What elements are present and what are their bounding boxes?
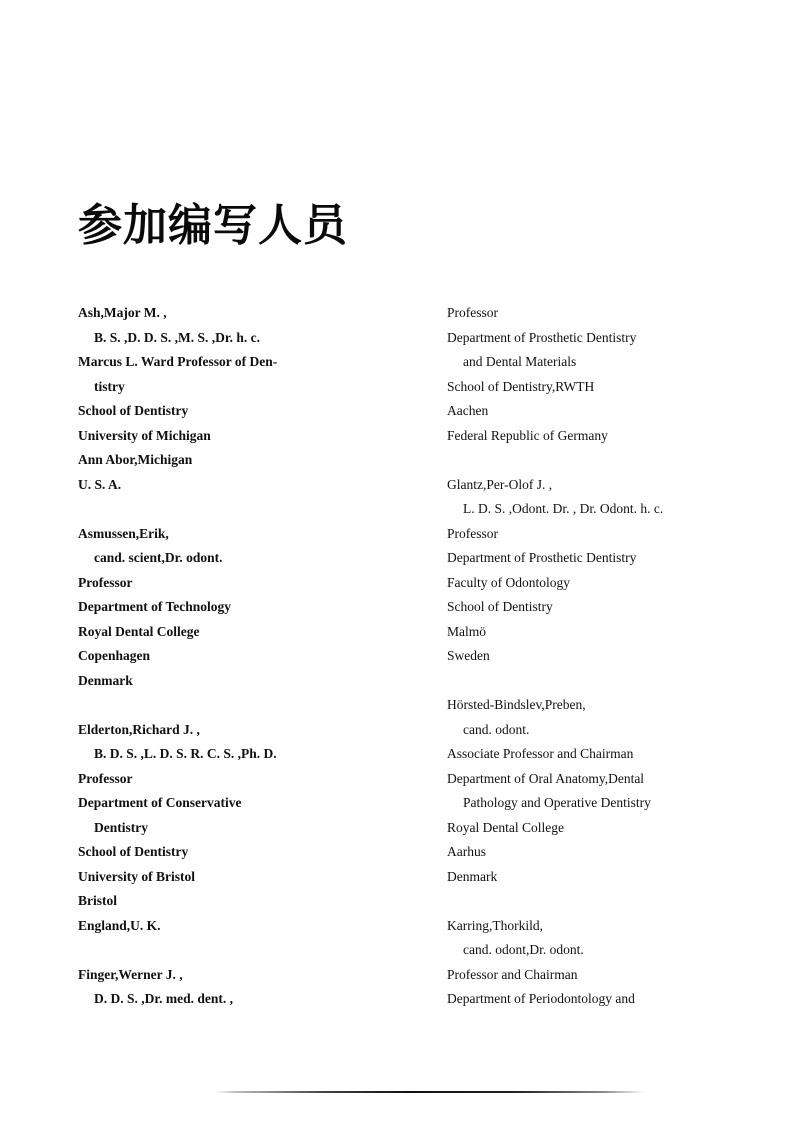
contributor-affiliation-line: Professor [78, 770, 133, 786]
contributor-entry [447, 693, 787, 889]
contributor-affiliation-line: Aarhus [447, 844, 486, 859]
contributor-degrees: cand. odont,Dr. odont. [463, 942, 584, 957]
page-title: 参加编写人员 [78, 200, 348, 251]
contributor-affiliation-line: Royal Dental College [447, 819, 564, 835]
contributor-affiliation-line: Denmark [447, 868, 498, 884]
contributor-affiliation-line: School of Dentistry [78, 844, 189, 859]
contributor-affiliation-line: Associate Professor and Chairman [447, 746, 634, 761]
contributor-name: Finger,Werner J. , [78, 966, 183, 982]
contributor-affiliation-line: University of Michigan [78, 427, 211, 443]
contributor-affiliation-line: Pathology and Operative Dentistry [463, 795, 651, 810]
contributor-affiliation-line: Department of Periodontology and [447, 991, 635, 1006]
contributor-affiliation-line: and Dental Materials [463, 354, 577, 369]
contributor-degrees: L. D. S. ,Odont. Dr. , Dr. Odont. h. c. [463, 501, 664, 516]
contributor-affiliation-line: School of Dentistry [447, 599, 553, 614]
contributor-affiliation-line: Ann Abor,Michigan [78, 452, 193, 467]
contributor-affiliation-line: University of Bristol [78, 868, 195, 884]
contributor-affiliation-line: Department of Oral Anatomy,Dental [447, 770, 645, 786]
contributor-degrees: cand. scient,Dr. odont. [94, 550, 223, 565]
contributor-degrees: cand. odont. [463, 721, 530, 737]
contributors-right-column [447, 301, 787, 1012]
contributor-affiliation-line: Professor [447, 525, 498, 541]
contributor-affiliation-line: Copenhagen [78, 648, 151, 663]
contributor-affiliation-line: Professor and Chairman [447, 966, 578, 982]
contributor-entry [447, 473, 787, 669]
contributor-affiliation-line: Department of Technology [78, 599, 231, 614]
contributor-name: Hörsted-Bindslev,Preben, [447, 697, 586, 712]
contributor-affiliation-line: U. S. A. [78, 476, 122, 492]
contributor-name: Elderton,Richard J. , [78, 721, 200, 737]
contributor-affiliation-line: Dentistry [94, 819, 148, 835]
contributor-affiliation-line: School of Dentistry,RWTH [447, 378, 595, 394]
bottom-rule [215, 1091, 645, 1093]
contributor-affiliation-line: Department of Conservative [78, 795, 242, 810]
contributor-entry [78, 718, 418, 939]
contributor-affiliation-line: Bristol [78, 893, 117, 908]
contributors-left-column [78, 301, 418, 1012]
contributor-entry [78, 301, 418, 497]
contributor-affiliation-line: tistry [94, 378, 125, 394]
contributor-affiliation-line: Department of Prosthetic Dentistry [447, 550, 637, 565]
contributor-degrees: B. S. ,D. D. S. ,M. S. ,Dr. h. c. [94, 329, 261, 345]
contributor-affiliation-line: Federal Republic of Germany [447, 427, 608, 443]
contributor-degrees: B. D. S. ,L. D. S. R. C. S. ,Ph. D. [94, 746, 277, 761]
contributor-degrees: D. D. S. ,Dr. med. dent. , [94, 991, 234, 1006]
contributor-name: Asmussen,Erik, [78, 525, 169, 541]
contributor-affiliation-line: Aachen [447, 403, 489, 418]
contributor-affiliation-line: Marcus L. Ward Professor of Den- [78, 354, 278, 369]
contributor-affiliation-line: Department of Prosthetic Dentistry [447, 329, 637, 345]
contributor-entry [78, 963, 418, 1012]
contributor-name: Karring,Thorkild, [447, 917, 543, 933]
contributor-affiliation-line: England,U. K. [78, 917, 161, 933]
contributor-name: Glantz,Per-Olof J. , [447, 476, 553, 492]
contributor-affiliation-line: Royal Dental College [78, 623, 200, 639]
contributor-name: Ash,Major M. , [78, 305, 167, 320]
contributor-affiliation-line: Denmark [78, 672, 133, 688]
contributor-entry [447, 914, 787, 1012]
contributor-affiliation-line: Malmö [447, 623, 486, 639]
contributor-affiliation-line: School of Dentistry [78, 403, 189, 418]
contributor-affiliation-line: Professor [78, 574, 133, 590]
contributor-entry [447, 301, 787, 448]
contributor-affiliation-line: Professor [447, 305, 498, 320]
contributor-affiliation-line: Sweden [447, 648, 490, 663]
contributor-affiliation-line: Faculty of Odontology [447, 574, 570, 590]
contributor-entry [78, 522, 418, 694]
